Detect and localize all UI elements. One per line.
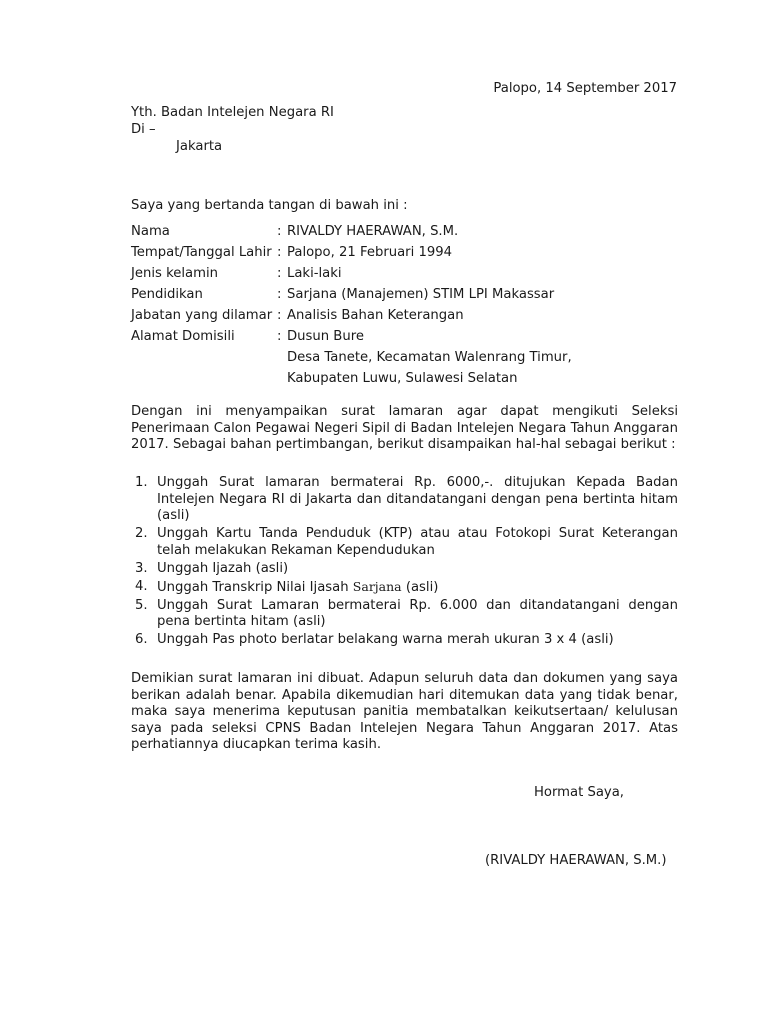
field-label: Alamat Domisili [131, 329, 235, 344]
field-value: Dusun Bure [287, 329, 364, 344]
list-item [131, 598, 678, 631]
field-value: Palopo, 21 Februari 1994 [287, 245, 453, 260]
field-colon: : [277, 329, 282, 344]
list-text: Unggah Ijazah (asli) [157, 560, 289, 576]
field-colon: : [277, 308, 282, 323]
address-continuation: Kabupaten Luwu, Sulawesi Selatan [287, 371, 518, 386]
closing-salutation: Hormat Saya, [534, 785, 624, 800]
field-label: Jenis kelamin [131, 266, 218, 281]
list-number: 3. [135, 560, 148, 576]
list-number: 4. [135, 578, 148, 594]
list-text-part: (asli) [401, 579, 439, 595]
list-text: Unggah Surat lamaran bermaterai Rp. 6000,-. ditujukan Kepada Badan Intelejen Negara RI di Jakarta dan ditandatangani dengan pena bertinta hitam (asli) [157, 475, 678, 523]
address-continuation: Desa Tanete, Kecamatan Walenrang Timur, [287, 350, 572, 365]
list-number: 5. [135, 597, 148, 613]
body-paragraph-intro: Dengan ini menyampaikan surat lamaran agar dapat mengikuti Seleksi Penerimaan Calon Pegawai Negeri Sipil di Badan Intelejen Negara Tahun Anggaran 2017. Sebagai bahan pertimbangan, berikut disampaikan hal-hal sebagai berikut : [131, 404, 678, 452]
field-row-nama [131, 221, 572, 242]
place-date: Palopo, 14 September 2017 [493, 81, 677, 96]
list-number: 1. [135, 475, 148, 490]
list-text: Unggah Surat Lamaran bermaterai Rp. 6.000 dan ditandatangani dengan pena bertinta hitam (asli) [157, 597, 678, 629]
field-label: Nama [131, 224, 170, 239]
signature-name: (RIVALDY HAERAWAN, S.M.) [485, 853, 667, 868]
field-row-jabatan [131, 305, 572, 326]
list-text [157, 579, 678, 597]
requirements-list [131, 475, 678, 650]
list-text-serif: Sarjana [352, 578, 402, 594]
field-row-alamat [131, 326, 572, 347]
list-text-part: Unggah Transkrip Nilai Ijasah [157, 579, 353, 595]
applicant-details [131, 221, 572, 389]
recipient-block [131, 104, 334, 155]
list-item [131, 632, 678, 649]
body-paragraph-closing: Demikian surat lamaran ini dibuat. Adapun seluruh data dan dokumen yang saya berikan adalah benar. Apabila dikemudian hari ditemukan data yang tidak benar, maka saya menerima keputusan panitia membatalkan keikutsertaan/ kelulusan saya pada seleksi CPNS Badan Intelejen Negara Tahun Anggaran 2017. Atas perhatiannya diucapkan terima kasih. [131, 671, 678, 752]
list-item [131, 561, 678, 578]
field-row-ttl [131, 242, 572, 263]
recipient-city: Jakarta [176, 139, 223, 154]
field-value: Laki-laki [287, 266, 342, 281]
field-label: Pendidikan [131, 287, 203, 302]
field-value: Sarjana (Manajemen) STIM LPI Makassar [287, 287, 555, 302]
field-value: RIVALDY HAERAWAN, S.M. [287, 224, 459, 239]
field-colon: : [277, 266, 282, 281]
field-row-jenis-kelamin [131, 263, 572, 284]
field-colon: : [277, 224, 282, 239]
list-text: Unggah Pas photo berlatar belakang warna merah ukuran 3 x 4 (asli) [157, 632, 614, 647]
list-item [131, 526, 678, 559]
field-label: Tempat/Tanggal Lahir [131, 245, 272, 260]
list-number: 2. [135, 526, 148, 541]
field-value: Analisis Bahan Keterangan [287, 308, 464, 323]
field-colon: : [277, 287, 282, 302]
recipient-line: Di – [131, 122, 156, 137]
list-text: Unggah Kartu Tanda Penduduk (KTP) atau atau Fotokopi Surat Keterangan telah melakukan Rekaman Kependudukan [157, 526, 678, 558]
field-label: Jabatan yang dilamar [131, 308, 273, 323]
field-colon: : [277, 245, 282, 260]
list-number: 6. [135, 632, 148, 647]
field-row-pendidikan [131, 284, 572, 305]
list-item [131, 579, 678, 597]
intro-text: Saya yang bertanda tangan di bawah ini : [131, 198, 408, 213]
recipient-line: Yth. Badan Intelejen Negara RI [131, 105, 334, 120]
list-item [131, 475, 678, 525]
